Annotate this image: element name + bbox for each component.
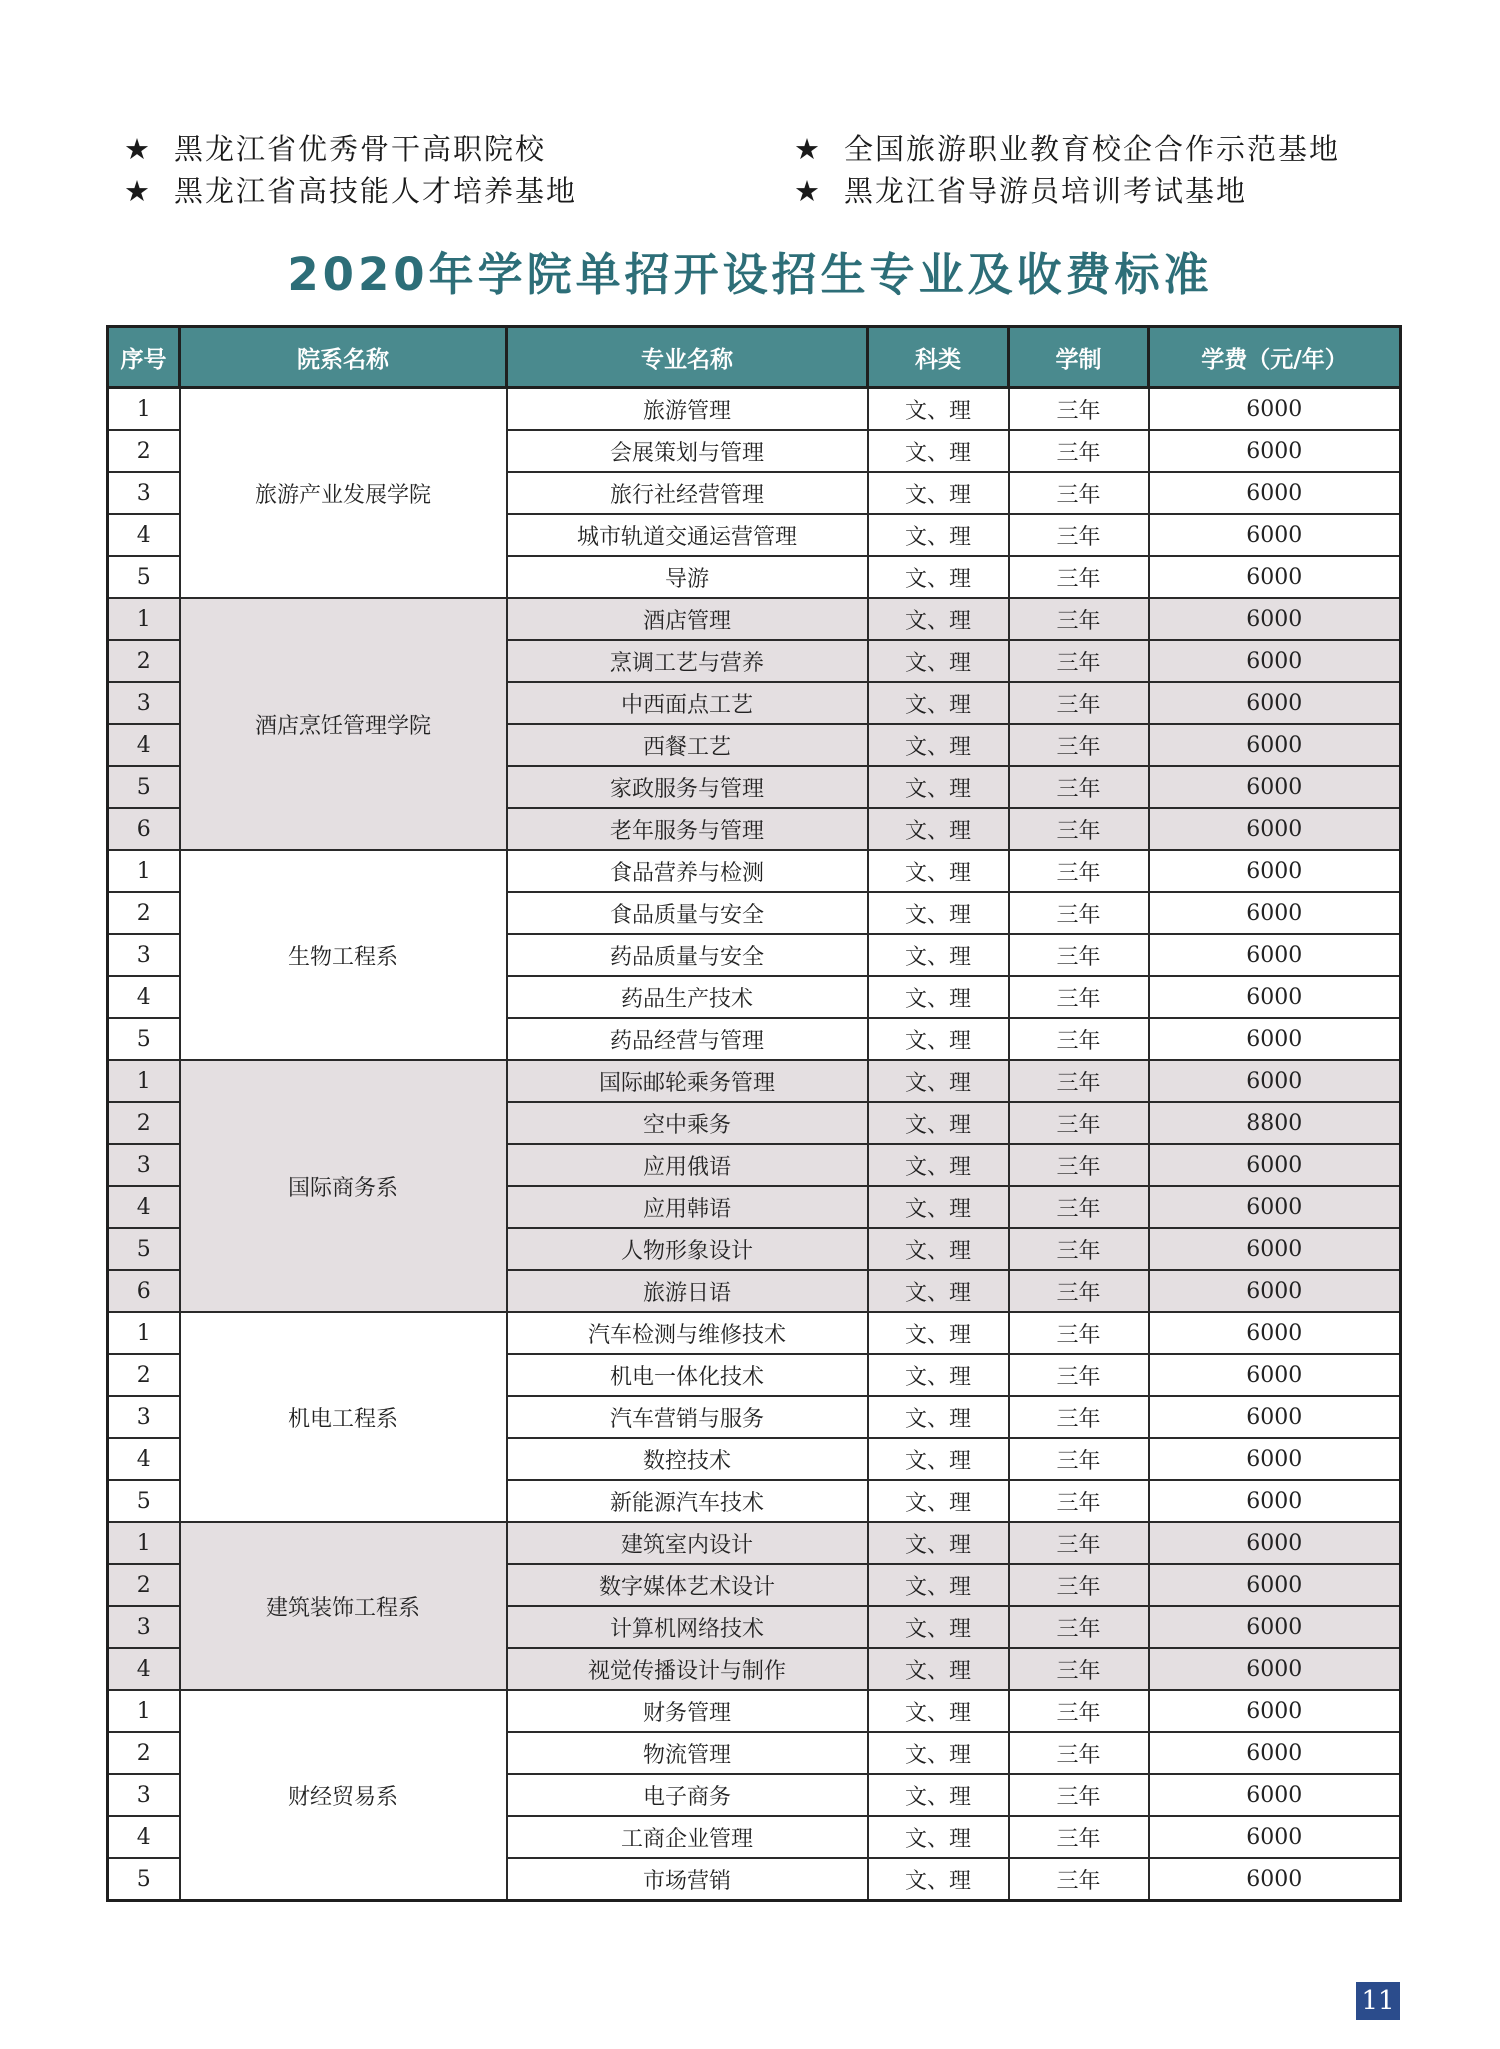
cell-category: 文、理 xyxy=(868,1186,1009,1228)
cell-no: 6 xyxy=(108,1270,180,1312)
cell-fee: 6000 xyxy=(1149,1270,1401,1312)
cell-fee: 6000 xyxy=(1149,1480,1401,1522)
cell-dept: 国际商务系 xyxy=(180,1060,507,1312)
cell-major: 药品生产技术 xyxy=(507,976,868,1018)
cell-category: 文、理 xyxy=(868,1690,1009,1732)
cell-fee: 6000 xyxy=(1149,1018,1401,1060)
cell-major: 药品经营与管理 xyxy=(507,1018,868,1060)
cell-category: 文、理 xyxy=(868,1228,1009,1270)
cell-major: 视觉传播设计与制作 xyxy=(507,1648,868,1690)
cell-duration: 三年 xyxy=(1009,1438,1149,1480)
cell-fee: 6000 xyxy=(1149,892,1401,934)
cell-major: 建筑室内设计 xyxy=(507,1522,868,1564)
cell-no: 2 xyxy=(108,640,180,682)
cell-duration: 三年 xyxy=(1009,1228,1149,1270)
cell-duration: 三年 xyxy=(1009,1060,1149,1102)
cell-fee: 6000 xyxy=(1149,682,1401,724)
cell-category: 文、理 xyxy=(868,1312,1009,1354)
cell-duration: 三年 xyxy=(1009,1396,1149,1438)
cell-major: 城市轨道交通运营管理 xyxy=(507,514,868,556)
cell-major: 西餐工艺 xyxy=(507,724,868,766)
cell-no: 4 xyxy=(108,1438,180,1480)
cell-duration: 三年 xyxy=(1009,850,1149,892)
cell-category: 文、理 xyxy=(868,1816,1009,1858)
star-icon: ★ xyxy=(124,132,152,166)
cell-category: 文、理 xyxy=(868,808,1009,850)
cell-no: 4 xyxy=(108,1186,180,1228)
cell-major: 空中乘务 xyxy=(507,1102,868,1144)
cell-category: 文、理 xyxy=(868,640,1009,682)
cell-category: 文、理 xyxy=(868,1648,1009,1690)
cell-fee: 6000 xyxy=(1149,808,1401,850)
cell-no: 6 xyxy=(108,808,180,850)
cell-fee: 6000 xyxy=(1149,1522,1401,1564)
cell-major: 药品质量与安全 xyxy=(507,934,868,976)
honor-text: 黑龙江省导游员培训考试基地 xyxy=(844,174,1248,208)
cell-major: 机电一体化技术 xyxy=(507,1354,868,1396)
table-row xyxy=(108,1690,1401,1732)
cell-no: 4 xyxy=(108,724,180,766)
cell-fee: 6000 xyxy=(1149,850,1401,892)
cell-major: 酒店管理 xyxy=(507,598,868,640)
cell-category: 文、理 xyxy=(868,1606,1009,1648)
cell-no: 4 xyxy=(108,976,180,1018)
table-row xyxy=(108,1060,1401,1102)
cell-dept: 机电工程系 xyxy=(180,1312,507,1522)
cell-no: 5 xyxy=(108,1480,180,1522)
cell-category: 文、理 xyxy=(868,766,1009,808)
cell-major: 汽车检测与维修技术 xyxy=(507,1312,868,1354)
cell-major: 食品质量与安全 xyxy=(507,892,868,934)
cell-major: 会展策划与管理 xyxy=(507,430,868,472)
table-row xyxy=(108,598,1401,640)
cell-fee: 6000 xyxy=(1149,1816,1401,1858)
cell-fee: 6000 xyxy=(1149,514,1401,556)
cell-duration: 三年 xyxy=(1009,388,1149,431)
cell-fee: 6000 xyxy=(1149,1774,1401,1816)
cell-duration: 三年 xyxy=(1009,556,1149,598)
cell-no: 3 xyxy=(108,1606,180,1648)
cell-major: 物流管理 xyxy=(507,1732,868,1774)
cell-fee: 6000 xyxy=(1149,1732,1401,1774)
header-dept: 院系名称 xyxy=(180,327,507,388)
cell-duration: 三年 xyxy=(1009,934,1149,976)
cell-major: 工商企业管理 xyxy=(507,1816,868,1858)
cell-duration: 三年 xyxy=(1009,1732,1149,1774)
cell-no: 1 xyxy=(108,388,180,431)
cell-category: 文、理 xyxy=(868,934,1009,976)
cell-no: 5 xyxy=(108,1858,180,1901)
cell-category: 文、理 xyxy=(868,1480,1009,1522)
cell-major: 中西面点工艺 xyxy=(507,682,868,724)
cell-category: 文、理 xyxy=(868,430,1009,472)
cell-duration: 三年 xyxy=(1009,1102,1149,1144)
cell-category: 文、理 xyxy=(868,1102,1009,1144)
cell-duration: 三年 xyxy=(1009,766,1149,808)
cell-major: 旅游管理 xyxy=(507,388,868,431)
cell-duration: 三年 xyxy=(1009,1018,1149,1060)
cell-no: 4 xyxy=(108,1816,180,1858)
cell-major: 家政服务与管理 xyxy=(507,766,868,808)
cell-fee: 6000 xyxy=(1149,388,1401,431)
cell-category: 文、理 xyxy=(868,1564,1009,1606)
cell-fee: 6000 xyxy=(1149,1312,1401,1354)
cell-no: 2 xyxy=(108,430,180,472)
cell-no: 2 xyxy=(108,1102,180,1144)
cell-fee: 6000 xyxy=(1149,976,1401,1018)
cell-category: 文、理 xyxy=(868,1438,1009,1480)
page-title: 2020年学院单招开设招生专业及收费标准 xyxy=(287,248,1213,301)
cell-dept: 生物工程系 xyxy=(180,850,507,1060)
cell-no: 3 xyxy=(108,1396,180,1438)
cell-fee: 6000 xyxy=(1149,724,1401,766)
honor-item xyxy=(794,175,1404,207)
cell-category: 文、理 xyxy=(868,1018,1009,1060)
cell-no: 1 xyxy=(108,1060,180,1102)
page-number: 11 xyxy=(1356,1982,1400,2020)
cell-duration: 三年 xyxy=(1009,1774,1149,1816)
cell-duration: 三年 xyxy=(1009,1270,1149,1312)
cell-fee: 6000 xyxy=(1149,1060,1401,1102)
cell-duration: 三年 xyxy=(1009,640,1149,682)
honor-text: 黑龙江省高技能人才培养基地 xyxy=(174,174,578,208)
cell-no: 5 xyxy=(108,1018,180,1060)
cell-duration: 三年 xyxy=(1009,1648,1149,1690)
cell-dept: 建筑装饰工程系 xyxy=(180,1522,507,1690)
cell-major: 数控技术 xyxy=(507,1438,868,1480)
cell-category: 文、理 xyxy=(868,598,1009,640)
cell-fee: 6000 xyxy=(1149,1396,1401,1438)
cell-fee: 8800 xyxy=(1149,1102,1401,1144)
cell-no: 2 xyxy=(108,1354,180,1396)
cell-no: 2 xyxy=(108,892,180,934)
cell-category: 文、理 xyxy=(868,1396,1009,1438)
cell-major: 市场营销 xyxy=(507,1858,868,1901)
cell-category: 文、理 xyxy=(868,514,1009,556)
cell-duration: 三年 xyxy=(1009,1522,1149,1564)
cell-fee: 6000 xyxy=(1149,556,1401,598)
cell-duration: 三年 xyxy=(1009,514,1149,556)
honor-item xyxy=(124,175,794,207)
cell-no: 2 xyxy=(108,1732,180,1774)
header-fee: 学费（元/年） xyxy=(1149,327,1401,388)
cell-major: 新能源汽车技术 xyxy=(507,1480,868,1522)
cell-major: 烹调工艺与营养 xyxy=(507,640,868,682)
cell-major: 电子商务 xyxy=(507,1774,868,1816)
star-icon: ★ xyxy=(794,174,822,208)
cell-duration: 三年 xyxy=(1009,724,1149,766)
cell-duration: 三年 xyxy=(1009,1606,1149,1648)
cell-category: 文、理 xyxy=(868,1270,1009,1312)
cell-fee: 6000 xyxy=(1149,1606,1401,1648)
header-major: 专业名称 xyxy=(507,327,868,388)
cell-duration: 三年 xyxy=(1009,1690,1149,1732)
cell-category: 文、理 xyxy=(868,1858,1009,1901)
cell-no: 1 xyxy=(108,598,180,640)
cell-category: 文、理 xyxy=(868,682,1009,724)
cell-major: 老年服务与管理 xyxy=(507,808,868,850)
cell-dept: 财经贸易系 xyxy=(180,1690,507,1901)
cell-no: 1 xyxy=(108,1522,180,1564)
cell-fee: 6000 xyxy=(1149,1144,1401,1186)
cell-no: 1 xyxy=(108,1312,180,1354)
cell-no: 1 xyxy=(108,850,180,892)
cell-dept: 酒店烹饪管理学院 xyxy=(180,598,507,850)
cell-duration: 三年 xyxy=(1009,682,1149,724)
cell-category: 文、理 xyxy=(868,472,1009,514)
cell-no: 4 xyxy=(108,1648,180,1690)
cell-major: 人物形象设计 xyxy=(507,1228,868,1270)
cell-duration: 三年 xyxy=(1009,976,1149,1018)
cell-fee: 6000 xyxy=(1149,1690,1401,1732)
cell-no: 3 xyxy=(108,682,180,724)
cell-no: 3 xyxy=(108,472,180,514)
cell-category: 文、理 xyxy=(868,1732,1009,1774)
cell-category: 文、理 xyxy=(868,892,1009,934)
cell-duration: 三年 xyxy=(1009,1186,1149,1228)
table-row xyxy=(108,1312,1401,1354)
table-header-row xyxy=(108,327,1401,388)
cell-duration: 三年 xyxy=(1009,1312,1149,1354)
cell-category: 文、理 xyxy=(868,556,1009,598)
cell-fee: 6000 xyxy=(1149,1354,1401,1396)
cell-fee: 6000 xyxy=(1149,430,1401,472)
cell-no: 2 xyxy=(108,1564,180,1606)
cell-duration: 三年 xyxy=(1009,808,1149,850)
cell-duration: 三年 xyxy=(1009,892,1149,934)
cell-major: 数字媒体艺术设计 xyxy=(507,1564,868,1606)
cell-duration: 三年 xyxy=(1009,430,1149,472)
cell-major: 计算机网络技术 xyxy=(507,1606,868,1648)
cell-duration: 三年 xyxy=(1009,1564,1149,1606)
cell-category: 文、理 xyxy=(868,388,1009,431)
cell-duration: 三年 xyxy=(1009,1480,1149,1522)
cell-no: 1 xyxy=(108,1690,180,1732)
header-category: 科类 xyxy=(868,327,1009,388)
cell-major: 财务管理 xyxy=(507,1690,868,1732)
cell-major: 应用韩语 xyxy=(507,1186,868,1228)
table-body xyxy=(108,388,1401,1901)
cell-major: 汽车营销与服务 xyxy=(507,1396,868,1438)
cell-major: 国际邮轮乘务管理 xyxy=(507,1060,868,1102)
majors-table xyxy=(106,325,1402,1902)
honor-item xyxy=(794,133,1404,165)
cell-major: 食品营养与检测 xyxy=(507,850,868,892)
cell-major: 旅行社经营管理 xyxy=(507,472,868,514)
cell-fee: 6000 xyxy=(1149,1858,1401,1901)
cell-duration: 三年 xyxy=(1009,598,1149,640)
cell-no: 5 xyxy=(108,766,180,808)
cell-duration: 三年 xyxy=(1009,1816,1149,1858)
cell-fee: 6000 xyxy=(1149,1648,1401,1690)
cell-no: 3 xyxy=(108,934,180,976)
cell-fee: 6000 xyxy=(1149,1438,1401,1480)
table-row xyxy=(108,1522,1401,1564)
cell-no: 5 xyxy=(108,1228,180,1270)
cell-fee: 6000 xyxy=(1149,598,1401,640)
cell-fee: 6000 xyxy=(1149,934,1401,976)
cell-fee: 6000 xyxy=(1149,1228,1401,1270)
honor-item xyxy=(124,133,794,165)
cell-duration: 三年 xyxy=(1009,472,1149,514)
cell-category: 文、理 xyxy=(868,1144,1009,1186)
cell-fee: 6000 xyxy=(1149,1186,1401,1228)
cell-category: 文、理 xyxy=(868,1774,1009,1816)
cell-category: 文、理 xyxy=(868,976,1009,1018)
cell-no: 4 xyxy=(108,514,180,556)
cell-dept: 旅游产业发展学院 xyxy=(180,388,507,599)
cell-duration: 三年 xyxy=(1009,1144,1149,1186)
star-icon: ★ xyxy=(794,132,822,166)
cell-category: 文、理 xyxy=(868,1522,1009,1564)
cell-fee: 6000 xyxy=(1149,1564,1401,1606)
cell-fee: 6000 xyxy=(1149,766,1401,808)
honors-list xyxy=(124,133,1404,207)
honor-text: 全国旅游职业教育校企合作示范基地 xyxy=(844,132,1341,166)
cell-duration: 三年 xyxy=(1009,1354,1149,1396)
star-icon: ★ xyxy=(124,174,152,208)
cell-category: 文、理 xyxy=(868,1060,1009,1102)
cell-duration: 三年 xyxy=(1009,1858,1149,1901)
cell-major: 旅游日语 xyxy=(507,1270,868,1312)
cell-major: 导游 xyxy=(507,556,868,598)
cell-major: 应用俄语 xyxy=(507,1144,868,1186)
header-duration: 学制 xyxy=(1009,327,1149,388)
table-row xyxy=(108,850,1401,892)
cell-no: 3 xyxy=(108,1774,180,1816)
table-row xyxy=(108,388,1401,431)
cell-category: 文、理 xyxy=(868,850,1009,892)
cell-category: 文、理 xyxy=(868,724,1009,766)
cell-no: 3 xyxy=(108,1144,180,1186)
cell-category: 文、理 xyxy=(868,1354,1009,1396)
header-no: 序号 xyxy=(108,327,180,388)
honor-text: 黑龙江省优秀骨干高职院校 xyxy=(174,132,547,166)
cell-fee: 6000 xyxy=(1149,472,1401,514)
cell-no: 5 xyxy=(108,556,180,598)
cell-fee: 6000 xyxy=(1149,640,1401,682)
